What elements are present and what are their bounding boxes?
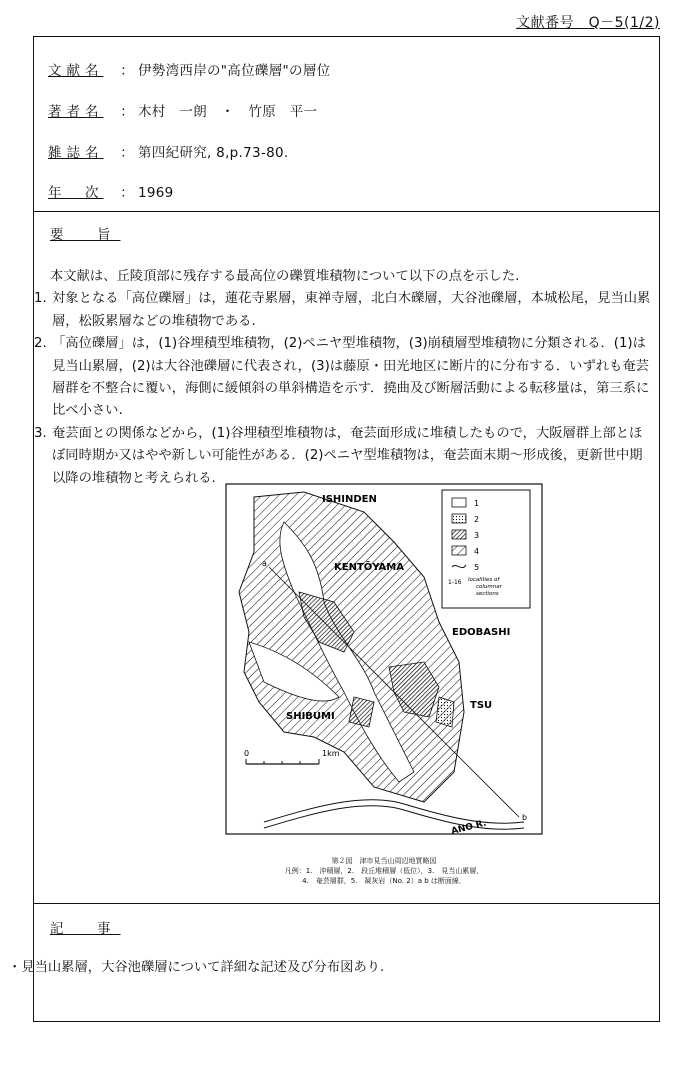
legend-locality-note: columnar	[476, 584, 502, 590]
figure-caption-legend-1: 凡例：1. 沖積層，2. 段丘堆積層（低位），3. 見当山累層，	[284, 867, 484, 875]
geologic-map-figure	[224, 482, 544, 886]
place-name-ano-river: ANO R.	[450, 818, 488, 837]
journal-field	[48, 141, 288, 161]
summary-intro: 本文献は、丘陵頂部に残存する最高位の礫質堆積物について以下の点を示した.	[50, 269, 520, 284]
legend-label-5: 5	[474, 563, 480, 572]
author-colon: ：	[120, 104, 134, 120]
document-number: 文献番号 Q－5(1/2)	[516, 15, 660, 31]
title-field	[48, 59, 330, 79]
year-field	[48, 181, 174, 201]
terrace-area	[436, 697, 454, 727]
year-colon: ：	[120, 185, 134, 201]
legend-label-2: 2	[474, 515, 480, 524]
figure-caption-legend-2: 4. 奄芸層群，5. 凝灰岩（No. 2）a b は断面線．	[302, 877, 466, 885]
year-label: 年 次	[48, 185, 104, 201]
summary-body	[34, 266, 653, 490]
journal-value: 第四紀研究, 8,p.73-80.	[138, 145, 289, 161]
place-name-tsu: TSU	[470, 700, 493, 711]
author-field	[48, 100, 317, 120]
notes-text: ・見当山累層，大谷池礫層について詳細な記述及び分布図あり.	[8, 960, 385, 975]
legend-label-4: 4	[474, 547, 480, 556]
scale-start-label: 0	[244, 749, 250, 758]
place-name-kentoyama: KENTŌYAMA	[334, 562, 404, 573]
author-label: 著者名	[48, 104, 104, 120]
item-text: 「高位礫層」は，(1)谷埋積型堆積物，(2)ペニヤ型堆積物，(3)崩積層型堆積物に分類される．(1)は見当山累層，(2)は大谷池礫層に代表され，(3)は藤原・田光地区に断片的に分布する．いずれも奄芸層群を不整合に覆い，海側に緩傾斜の単斜構造を示す．撓曲及び断層活動による転移量は，第三系に比べ小さい.	[52, 336, 650, 419]
legend-locality-note: localities of	[468, 577, 500, 583]
place-name-ishinden: ISHINDEN	[322, 494, 377, 505]
place-name-edobashi: EDOBASHI	[452, 627, 511, 638]
journal-colon: ：	[120, 145, 134, 161]
title-colon: ：	[120, 63, 134, 79]
year-value: 1969	[138, 185, 174, 201]
map-legend	[442, 490, 530, 608]
author-value: 木村 一朗 ・ 竹原 平一	[138, 104, 318, 120]
scale-end-label: 1km	[322, 749, 340, 758]
kentoyama-formation-area	[349, 697, 374, 727]
legend-label-1: 1	[474, 499, 480, 508]
title-value: 伊勢湾西岸の"高位礫層"の層位	[138, 63, 331, 79]
title-label: 文献名	[48, 63, 104, 79]
summary-item-3	[34, 423, 653, 490]
record-frame	[33, 36, 660, 1022]
geologic-map	[224, 482, 544, 852]
summary-heading: 要 旨	[50, 227, 121, 243]
place-name-shibumi: SHIBUMI	[286, 711, 335, 722]
item-text: 奄芸面との関係などから，(1)谷埋積型堆積物は，奄芸面形成に堆積したもので，大阪層群上部とほぼ同時期か又はやや新しい可能性がある．(2)ペニヤ型堆積物は，奄芸面末期～形成後，更新世中期以降の堆積物と考えられる.	[52, 425, 643, 486]
item-number: 3.	[34, 425, 47, 441]
item-text: 対象となる「高位礫層」は，蓮花寺累層，東禅寺層，北白木礫層，大谷池礫層，本城松尾，見当山累層，松阪累層などの堆積物である.	[52, 291, 651, 329]
legend-locality-range: 1-16	[448, 579, 462, 586]
journal-label: 雑誌名	[48, 145, 104, 161]
item-number: 2.	[34, 336, 47, 352]
figure-caption-title: 第２図 津市見当山周辺地質略図	[331, 857, 437, 865]
legend-locality-note: sections	[476, 591, 499, 597]
divider-bottom	[34, 903, 659, 904]
summary-item-2	[34, 333, 653, 423]
item-number: 1.	[34, 291, 47, 307]
section-end-a: a	[262, 559, 267, 568]
summary-item-1	[34, 288, 653, 333]
divider-top	[34, 211, 659, 212]
legend-label-3: 3	[474, 531, 480, 540]
notes-heading: 記 事	[50, 921, 121, 937]
section-end-b: b	[522, 813, 528, 822]
